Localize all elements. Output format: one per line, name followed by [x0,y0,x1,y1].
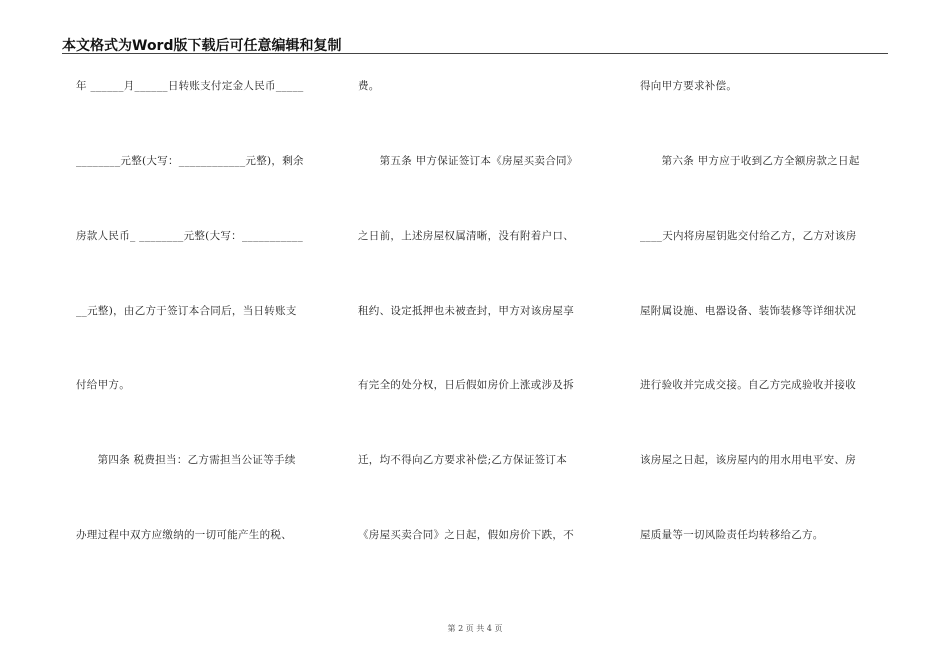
paragraph-line: ____天内将房屋钥匙交付给乙方，乙方对该房 [640,230,857,242]
paragraph-line: 第五条 甲方保证签订本《房屋买卖合同》 [358,155,578,167]
paragraph-line: 房款人民币_ ________元整(大写：___________ [76,230,304,242]
paragraph-line: 进行验收并完成交接。自乙方完成验收并接收 [640,379,856,391]
paragraph-line: 第四条 税费担当：乙方需担当公证等手续 [76,454,296,466]
paragraph-line: 付给甲方。 [76,379,130,391]
paragraph-line: ________元整(大写：____________元整)，剩余 [76,155,304,167]
paragraph-line: 租约、设定抵押也未被查封，甲方对该房屋享 [358,305,574,317]
text-column-right [640,0,892,672]
paragraph-line: 年 ______月______日转账支付定金人民币_____ [76,80,304,92]
paragraph-line: 第六条 甲方应于收到乙方全额房款之日起 [640,155,860,167]
paragraph-line: 该房屋之日起，该房屋内的用水用电平安、房 [640,454,856,466]
paragraph-line: 迁，均不得向乙方要求补偿;乙方保证签订本 [358,454,568,466]
paragraph-line: 《房屋买卖合同》之日起，假如房价下跌，不 [358,529,574,541]
paragraph-line: 办理过程中双方应缴纳的一切可能产生的税、 [76,529,292,541]
paragraph-line: 费。 [358,80,380,92]
page-number-footer: 第 2 页 共 4 页 [447,624,503,633]
paragraph-line: 之日前，上述房屋权属清晰，没有附着户口、 [358,230,574,242]
paragraph-line: 屋附属设施、电器设备、装饰装修等详细状况 [640,305,856,317]
paragraph-line: 得向甲方要求补偿。 [640,80,738,92]
paragraph-line: __元整)，由乙方于签订本合同后，当日转账支 [76,305,297,317]
paragraph-line: 屋质量等一切风险责任均转移给乙方。 [640,529,824,541]
paragraph-line: 有完全的处分权，日后假如房价上涨或涉及拆 [358,379,574,391]
text-column-middle [358,0,610,672]
text-column-left [76,0,328,672]
document-header-title: 本文格式为Word版下载后可任意编辑和复制 [62,38,342,54]
